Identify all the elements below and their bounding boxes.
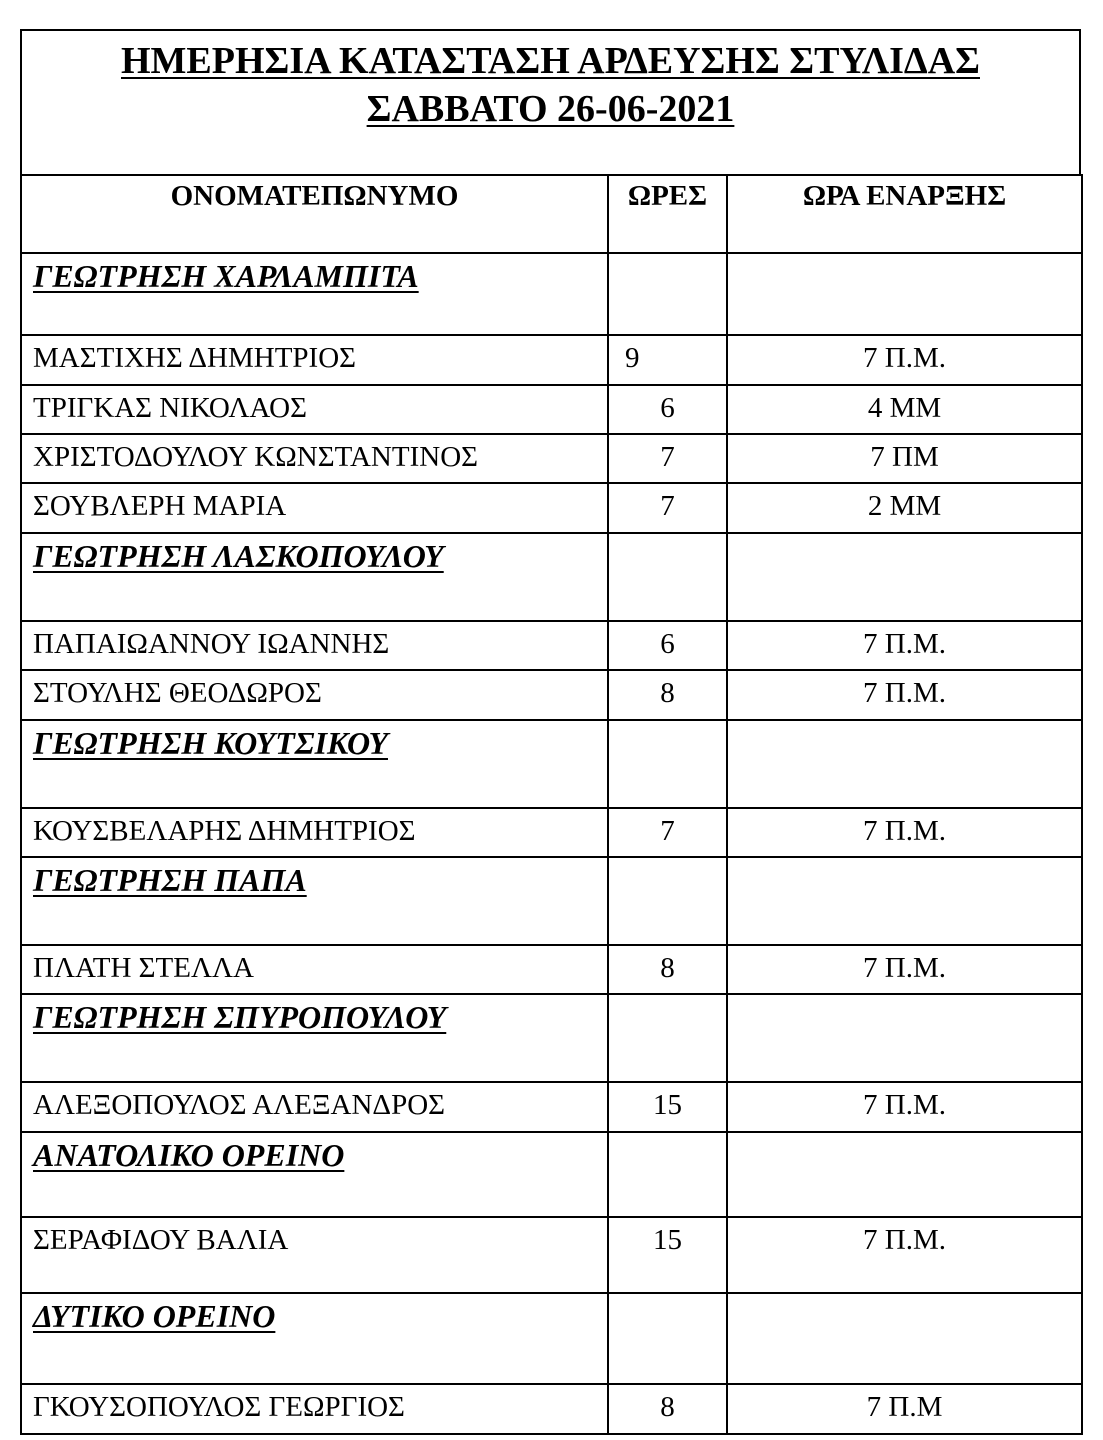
hours-cell-text: 8 — [660, 677, 675, 709]
start-time-cell — [727, 335, 1082, 385]
name-cell-text: ΤΡΙΓΚΑΣ ΝΙΚΟΛΑΟΣ — [33, 392, 307, 424]
table-row — [21, 1217, 1082, 1293]
section-title: ΔΥΤΙΚΟ ΟΡΕΙΝΟ — [33, 1298, 276, 1334]
hours-cell — [608, 385, 727, 434]
start-time-cell — [727, 621, 1082, 670]
name-cell — [21, 1384, 608, 1434]
name-cell-text: ΚΟΥΣΒΕΛΑΡΗΣ ΔΗΜΗΤΡΙΟΣ — [33, 815, 416, 847]
section-title: ΓΕΩΤΡΗΣΗ ΛΑΣΚΟΠΟΥΛΟΥ — [33, 538, 444, 574]
section-hours-empty — [608, 1293, 727, 1384]
hours-cell-text: 6 — [660, 392, 675, 424]
table-row — [21, 808, 1082, 857]
section-start-empty — [727, 720, 1082, 808]
section-title: ΓΕΩΤΡΗΣΗ ΧΑΡΛΑΜΠΙΤΑ — [33, 258, 419, 294]
name-cell-text: ΜΑΣΤΙΧΗΣ ΔΗΜΗΤΡΙΟΣ — [33, 342, 357, 374]
section-row — [21, 857, 1082, 945]
section-row — [21, 533, 1082, 621]
hours-cell-text: 8 — [660, 1391, 675, 1423]
name-cell-text: ΑΛΕΞΟΠΟΥΛΟΣ ΑΛΕΞΑΝΔΡΟΣ — [33, 1089, 446, 1121]
section-title: ΓΕΩΤΡΗΣΗ ΠΑΠΑ — [33, 862, 307, 898]
name-cell-text: ΣΟΥΒΛΕΡΗ ΜΑΡΙΑ — [33, 490, 287, 522]
table-row — [21, 335, 1082, 385]
name-cell — [21, 434, 608, 483]
section-title: ΓΕΩΤΡΗΣΗ ΚΟΥΤΣΙΚΟΥ — [33, 725, 388, 761]
hours-cell — [608, 1082, 727, 1132]
hours-cell-text: 9 — [625, 342, 640, 374]
table-header-row — [21, 175, 1082, 253]
start-time-cell-text: 7 Π.Μ. — [863, 1224, 946, 1256]
table-row — [21, 1082, 1082, 1132]
section-hours-empty — [608, 720, 727, 808]
hours-cell — [608, 670, 727, 720]
start-time-cell — [727, 483, 1082, 533]
section-cell — [21, 720, 608, 808]
start-time-cell-text: 4 ΜΜ — [867, 392, 942, 424]
document-title: ΗΜΕΡΗΣΙΑ ΚΑΤΑΣΤΑΣΗ ΑΡΔΕΥΣΗΣ ΣΤΥΛΙΔΑΣ — [121, 40, 980, 82]
start-time-cell — [727, 434, 1082, 483]
start-time-cell-text: 2 ΜΜ — [867, 490, 942, 522]
start-time-cell-text: 7 Π.Μ. — [863, 628, 946, 660]
hours-cell — [608, 1384, 727, 1434]
start-time-cell-text: 7 Π.Μ. — [863, 815, 946, 847]
start-time-cell — [727, 1217, 1082, 1293]
section-cell — [21, 994, 608, 1082]
hours-cell-text: 7 — [660, 815, 675, 847]
section-cell — [21, 533, 608, 621]
column-header-hours: ΩΡΕΣ — [608, 175, 727, 253]
section-hours-empty — [608, 994, 727, 1082]
hours-cell-text: 7 — [660, 490, 675, 522]
table-row — [21, 621, 1082, 670]
table-row — [21, 1384, 1082, 1434]
name-cell-text: ΣΕΡΑΦΙΔΟΥ ΒΑΛΙΑ — [33, 1224, 289, 1256]
table-row — [21, 945, 1082, 994]
hours-cell — [608, 621, 727, 670]
name-cell — [21, 808, 608, 857]
section-row — [21, 1293, 1082, 1384]
column-header-start-time: ΩΡΑ ΕΝΑΡΞΗΣ — [727, 175, 1082, 253]
start-time-cell — [727, 1082, 1082, 1132]
section-start-empty — [727, 533, 1082, 621]
start-time-cell-text: 7 Π.Μ — [866, 1391, 943, 1423]
irrigation-table — [20, 174, 1083, 1435]
start-time-cell — [727, 1384, 1082, 1434]
name-cell — [21, 483, 608, 533]
section-row — [21, 994, 1082, 1082]
name-cell-text: ΠΛΑΤΗ ΣΤΕΛΛΑ — [33, 952, 254, 984]
document-title-box — [20, 29, 1081, 174]
section-row — [21, 253, 1082, 335]
start-time-cell — [727, 385, 1082, 434]
table-row — [21, 483, 1082, 533]
irrigation-schedule-document — [20, 29, 1081, 1435]
section-start-empty — [727, 1132, 1082, 1217]
start-time-cell — [727, 808, 1082, 857]
name-cell — [21, 1217, 608, 1293]
start-time-cell — [727, 670, 1082, 720]
name-cell — [21, 335, 608, 385]
section-title: ΓΕΩΤΡΗΣΗ ΣΠΥΡΟΠΟΥΛΟΥ — [33, 999, 447, 1035]
start-time-cell — [727, 945, 1082, 994]
name-cell-text: ΧΡΙΣΤΟΔΟΥΛΟΥ ΚΩΝΣΤΑΝΤΙΝΟΣ — [33, 441, 479, 473]
name-cell — [21, 945, 608, 994]
section-row — [21, 1132, 1082, 1217]
table-row — [21, 434, 1082, 483]
name-cell — [21, 621, 608, 670]
hours-cell-text: 8 — [660, 952, 675, 984]
hours-cell — [608, 1217, 727, 1293]
hours-cell-text: 15 — [653, 1224, 682, 1256]
start-time-cell-text: 7 Π.Μ. — [863, 1089, 946, 1121]
hours-cell-text: 15 — [653, 1089, 682, 1121]
section-cell — [21, 857, 608, 945]
name-cell — [21, 670, 608, 720]
start-time-cell-text: 7 ΠΜ — [870, 441, 939, 473]
section-hours-empty — [608, 533, 727, 621]
section-start-empty — [727, 253, 1082, 335]
hours-cell — [608, 483, 727, 533]
name-cell-text: ΣΤΟΥΛΗΣ ΘΕΟΔΩΡΟΣ — [33, 677, 322, 709]
hours-cell — [608, 434, 727, 483]
name-cell-text: ΓΚΟΥΣΟΠΟΥΛΟΣ ΓΕΩΡΓΙΟΣ — [33, 1391, 405, 1423]
start-time-cell-text: 7 Π.Μ. — [863, 342, 946, 374]
document-date: ΣΑΒΒΑΤΟ 26-06-2021 — [366, 88, 735, 130]
table-row — [21, 385, 1082, 434]
start-time-cell-text: 7 Π.Μ. — [863, 952, 946, 984]
name-cell — [21, 1082, 608, 1132]
hours-cell-text: 6 — [660, 628, 675, 660]
section-hours-empty — [608, 857, 727, 945]
start-time-cell-text: 7 Π.Μ. — [863, 677, 946, 709]
section-hours-empty — [608, 253, 727, 335]
column-header-name: ΟΝΟΜΑΤΕΠΩΝΥΜΟ — [21, 175, 608, 253]
hours-cell-text: 7 — [660, 441, 675, 473]
table-row — [21, 670, 1082, 720]
section-title: ΑΝΑΤΟΛΙΚΟ ΟΡΕΙΝΟ — [33, 1137, 345, 1173]
section-start-empty — [727, 857, 1082, 945]
name-cell-text: ΠΑΠΑΙΩΑΝΝΟΥ ΙΩΑΝΝΗΣ — [33, 628, 390, 660]
section-cell — [21, 1132, 608, 1217]
hours-cell — [608, 335, 727, 385]
hours-cell — [608, 945, 727, 994]
section-start-empty — [727, 1293, 1082, 1384]
section-row — [21, 720, 1082, 808]
section-cell — [21, 253, 608, 335]
name-cell — [21, 385, 608, 434]
section-start-empty — [727, 994, 1082, 1082]
section-cell — [21, 1293, 608, 1384]
table-body — [21, 253, 1082, 1434]
hours-cell — [608, 808, 727, 857]
section-hours-empty — [608, 1132, 727, 1217]
